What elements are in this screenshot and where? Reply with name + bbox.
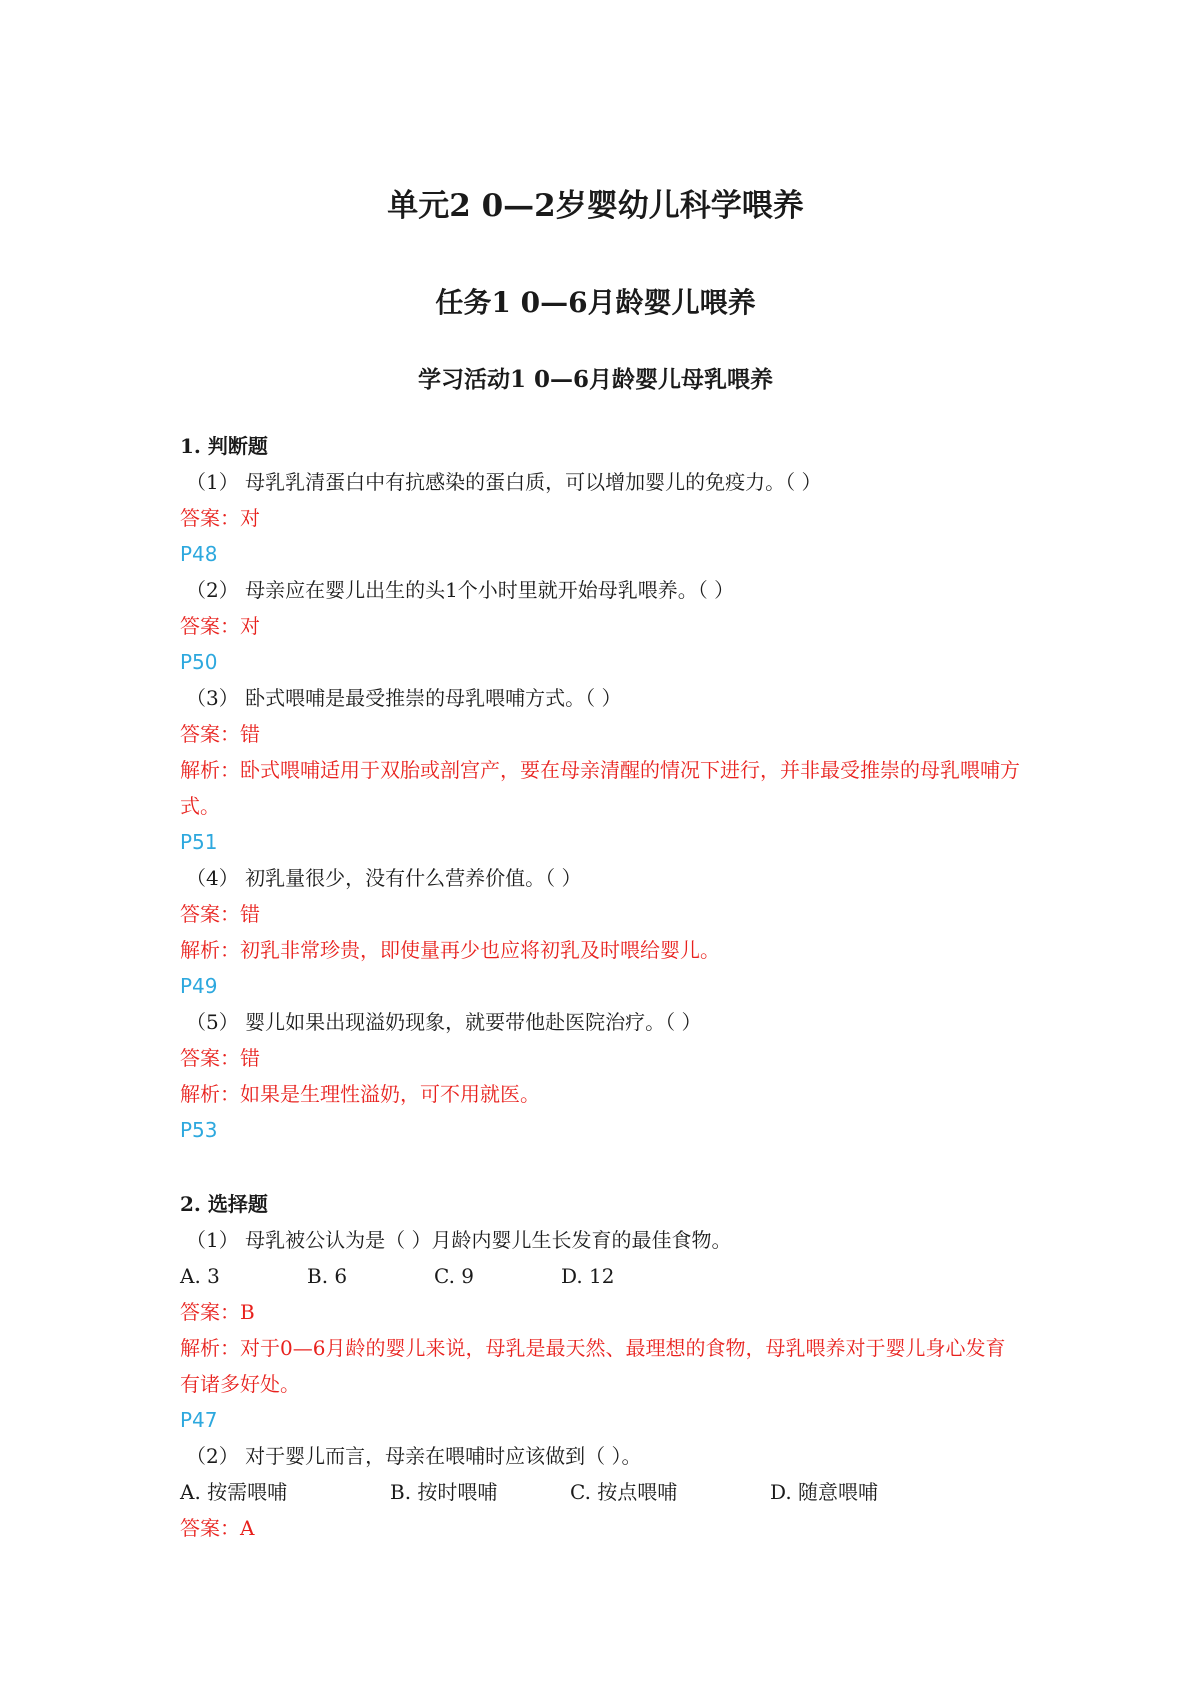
question-text: （4） 初乳量很少，没有什么营养价值。（ ） <box>186 866 582 890</box>
option-c: C. 9 <box>434 1264 475 1288</box>
option-d: D. 12 <box>561 1264 615 1288</box>
answer-text: 答案：B <box>180 1300 255 1324</box>
option-a: A. 3 <box>180 1264 220 1288</box>
page-reference: P51 <box>180 830 218 854</box>
answer-text: 答案：对 <box>180 506 260 530</box>
option-d: D. 随意喂哺 <box>770 1480 879 1504</box>
explanation-text: 解析：对于0—6月龄的婴儿来说，母乳是最天然、最理想的食物，母乳喂养对于婴儿身心发育有诸多好处。 <box>180 1336 1006 1396</box>
explanation-text: 解析：如果是生理性溢奶，可不用就医。 <box>180 1082 540 1106</box>
answer-text: 答案：错 <box>180 722 260 746</box>
multiple-choice-section <box>180 1186 1020 1546</box>
question-text: （1） 母乳乳清蛋白中有抗感染的蛋白质，可以增加婴儿的免疫力。（ ） <box>186 470 822 494</box>
answer-text: 答案：对 <box>180 614 260 638</box>
question-text: （3） 卧式喂哺是最受推崇的母乳喂哺方式。（ ） <box>186 686 622 710</box>
answer-text: 答案：A <box>180 1516 255 1540</box>
option-b: B. 按时喂哺 <box>390 1480 498 1504</box>
page-reference: P53 <box>180 1118 218 1142</box>
option-a: A. 按需喂哺 <box>180 1480 288 1504</box>
answer-options <box>180 1474 1020 1510</box>
section-title: 2. 选择题 <box>180 1192 268 1216</box>
question-text: （2） 母亲应在婴儿出生的头1个小时里就开始母乳喂养。（ ） <box>186 578 735 602</box>
question-text: （2） 对于婴儿而言，母亲在喂哺时应该做到（ ）。 <box>186 1444 642 1468</box>
answer-options <box>180 1258 1020 1294</box>
answer-text: 答案：错 <box>180 1046 260 1070</box>
option-b: B. 6 <box>307 1264 348 1288</box>
page-reference: P48 <box>180 542 218 566</box>
page-reference: P50 <box>180 650 218 674</box>
question-text: （5） 婴儿如果出现溢奶现象，就要带他赴医院治疗。（ ） <box>186 1010 702 1034</box>
explanation-text: 解析：初乳非常珍贵，即使量再少也应将初乳及时喂给婴儿。 <box>180 938 720 962</box>
page-reference: P49 <box>180 974 218 998</box>
question-text: （1） 母乳被公认为是（ ）月龄内婴儿生长发育的最佳食物。 <box>186 1228 732 1252</box>
activity-title: 学习活动1 0—6月龄婴儿母乳喂养 <box>417 366 774 393</box>
explanation-text: 解析：卧式喂哺适用于双胎或剖宫产，要在母亲清醒的情况下进行，并非最受推崇的母乳喂哺方式。 <box>180 758 1020 818</box>
task-title: 任务1 0—6月龄婴儿喂养 <box>435 286 756 319</box>
option-c: C. 按点喂哺 <box>570 1480 678 1504</box>
page-reference: P47 <box>180 1408 218 1432</box>
answer-text: 答案：错 <box>180 902 260 926</box>
section-title: 1. 判断题 <box>180 434 268 458</box>
unit-title: 单元2 0—2岁婴幼儿科学喂养 <box>387 188 804 224</box>
true-false-section <box>180 428 1020 1148</box>
